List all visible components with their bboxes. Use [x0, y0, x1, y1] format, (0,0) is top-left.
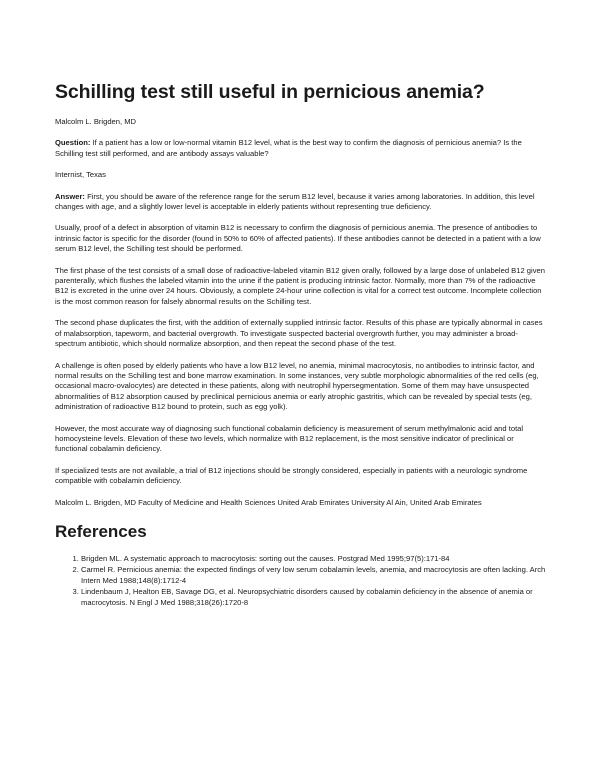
question-text: If a patient has a low or low-normal vitamin B12 level, what is the best way to confirm the diagnosis of pernicious anemia? Is the Schilling test still performed, and are antibody assays valuable? [55, 138, 522, 158]
body-paragraph-5: However, the most accurate way of diagnosing such functional cobalamin deficiency is measurement of serum methylmalonic acid and total homocysteine levels. Elevation of these two levels, which normalize with B12 replacement, is the most sensitive indicator of preclinical or functional cobalamin deficiency. [55, 423, 524, 454]
author-byline: Malcolm L. Brigden, MD [55, 117, 137, 126]
body-paragraph-2: The first phase of the test consists of a small dose of radioactive-labeled vitamin B12 given orally, followed by a large dose of unlabeled B12 given parenterally, which flushes the labeled vitamin into the urine if the patient is producing intrinsic factor. Normally, more than 7% of the radioactive B12 is excreted in the urine over 24 hours. Obviously, a complete 24-hour urine collection is vital for a correct test outcome. Incomplete collection is the most common reason for falsely abnormal results on the Schilling test. [55, 265, 545, 306]
answer-label: Answer: [55, 191, 85, 201]
reference-item: 2. Carmel R. Pernicious anemia: the expected findings of very low serum cobalamin levels, anemia, and macrocytosis are often lacking. Arch Intern Med 1988;148(8):1712-4 [81, 565, 547, 586]
answer-text: First, you should be aware of the reference range for the serum B12 level, because it varies among laboratories. In addition, this level changes with age, and a slightly lower level is acceptable in elderly patients without representing true deficiency. [55, 191, 535, 212]
body-paragraph-6: If specialized tests are not available, a trial of B12 injections should be strongly considered, especially in patients with a neurologic syndrome compatible with cobalamin deficiency. [55, 465, 528, 486]
answer-paragraph [55, 192, 547, 213]
body-paragraph-1: Usually, proof of a defect in absorption of vitamin B12 is necessary to confirm the diagnosis of pernicious anemia. The presence of antibodies to intrinsic factor is specific for the disorder (found in 50% to 60% of affected patients). If these antibodies cannot be detected in a patient with a low serum B12 level, the Schilling test should be performed. [55, 223, 541, 254]
reference-item: 3. Lindenbaum J, Healton EB, Savage DG, et al. Neuropsychiatric disorders caused by cobalamin deficiency in the absence of anemia or macrocytosis. N Engl J Med 1988;318(26):1720-8 [81, 587, 547, 608]
reference-item: 1. Brigden ML. A systematic approach to macrocytosis: sorting out the causes. Postgrad Med 1995;97(5):171-84 [81, 554, 547, 564]
body-paragraph-3: The second phase duplicates the first, with the addition of externally supplied intrinsic factor. Results of this phase are typically abnormal in cases of malabsorption, tapeworm, and bacterial overgrowth. To investigate suspected bacterial overgrowth further, you may administer a broad-spectrum antibiotic, which should normalize absorption, and then repeat the second phase of the test. [55, 318, 543, 349]
author-affiliation: Malcolm L. Brigden, MD Faculty of Medicine and Health Sciences United Arab Emirates University Al Ain, United Arab Emirates [55, 497, 482, 507]
question-paragraph [55, 138, 547, 159]
references-heading: References [55, 521, 147, 541]
article [55, 80, 547, 609]
article-title: Schilling test still useful in pernicious anemia? [55, 81, 485, 103]
body-paragraph-4: A challenge is often posed by elderly patients who have a low B12 level, no anemia, minimal macrocytosis, no antibodies to intrinsic factor, and normal results on the Schilling test and bone marrow examination. In some instances, very subtle morphologic abnormalities of the red cells (eg, occasional macro-ovalocytes) are detected in these patients, along with neutrophil hypersegmentation. Some of them may have unsuspected abnormalities of B12 absorption caused by preclinical pernicious anemia or early atrophic gastritis, which can be revealed by special tests (eg, administration of radioactive B12 bound to protein, such as egg yolk). [55, 360, 539, 412]
references-list [55, 554, 547, 608]
asker-signature: Internist, Texas [55, 170, 106, 180]
question-label: Question: [55, 138, 91, 148]
